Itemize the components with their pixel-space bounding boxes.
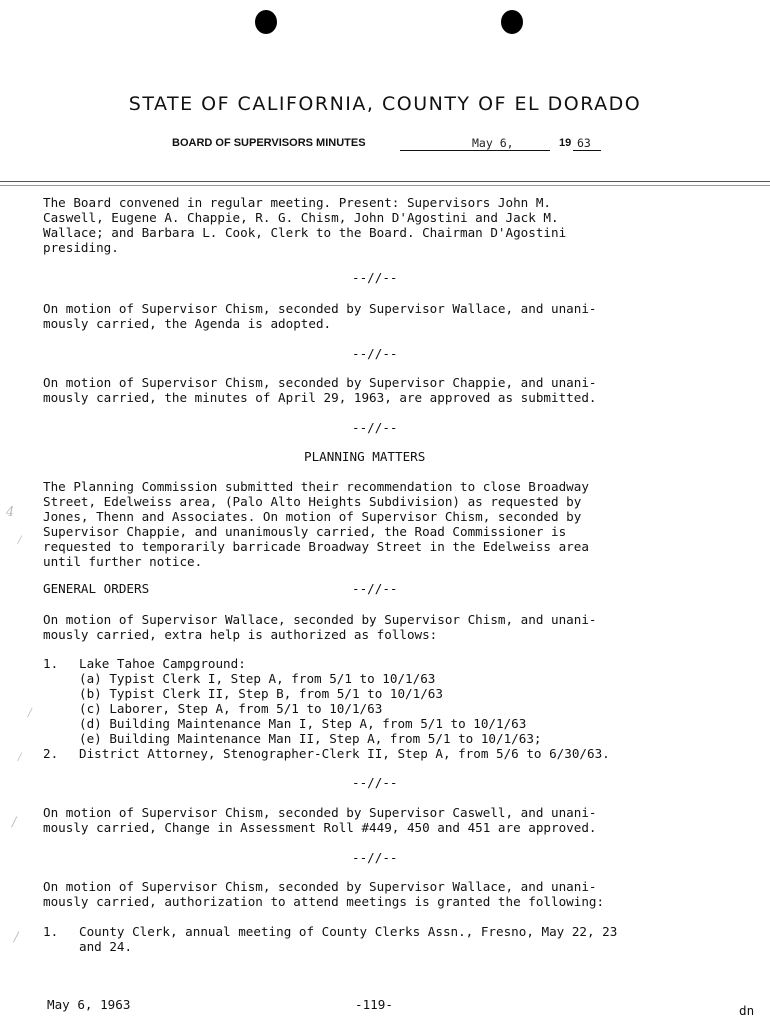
separator: --//-- — [352, 346, 398, 361]
list-item: District Attorney, Stenographer-Clerk II, Step A, from 5/6 to 6/30/63. — [79, 746, 610, 761]
list-item-number: 2. — [43, 746, 59, 761]
page-number: -119- — [355, 997, 393, 1012]
minutes-motion — [43, 375, 597, 405]
planning-line: The Planning Commission submitted their recommendation to close Broadway — [43, 479, 589, 494]
separator: --//-- — [352, 420, 398, 435]
separator: --//-- — [352, 775, 398, 790]
list-item-number: 1. — [43, 656, 59, 671]
minutes-label: BOARD OF SUPERVISORS MINUTES — [172, 137, 366, 149]
page-title: STATE OF CALIFORNIA, COUNTY OF EL DORADO — [128, 93, 642, 115]
margin-annotation: / — [12, 815, 17, 830]
planning-line: until further notice. — [43, 554, 203, 569]
motion-line: On motion of Supervisor Chism, seconded by Supervisor Wallace, and unani- — [43, 301, 597, 316]
separator: --//-- — [352, 270, 398, 285]
header-rule-top — [0, 181, 770, 182]
planning-heading: PLANNING MATTERS — [304, 449, 426, 464]
planning-line: Supervisor Chappie, and unanimously carried, the Road Commissioner is — [43, 524, 567, 539]
date-fill-line — [400, 150, 550, 151]
meetings-motion — [43, 879, 604, 909]
meeting-item-line: County Clerk, annual meeting of County Clerks Assn., Fresno, May 22, 23 — [79, 924, 618, 939]
meeting-date: May 6, — [472, 136, 514, 150]
sub-list-item: (b) Typist Clerk II, Step B, from 5/1 to 10/1/63 — [79, 686, 443, 701]
motion-line: mously carried, the minutes of April 29, 1963, are approved as submitted. — [43, 390, 597, 405]
extra-help-motion — [43, 612, 597, 642]
motion-line: On motion of Supervisor Chism, seconded by Supervisor Chappie, and unani- — [43, 375, 597, 390]
binder-hole-right — [501, 10, 523, 34]
general-orders-heading: GENERAL ORDERS — [43, 581, 150, 596]
separator: --//-- — [352, 581, 398, 596]
intro-line: Wallace; and Barbara L. Cook, Clerk to the Board. Chairman D'Agostini — [43, 225, 567, 240]
agenda-motion — [43, 301, 597, 331]
margin-annotation: / — [14, 930, 19, 945]
sub-list-item: (d) Building Maintenance Man I, Step A, from 5/1 to 10/1/63 — [79, 716, 527, 731]
list-item-number: 1. — [43, 924, 59, 939]
planning-paragraph — [43, 479, 589, 569]
clerk-initials: dn — [739, 1003, 755, 1018]
list-item: Lake Tahoe Campground: — [79, 656, 246, 671]
planning-line: Street, Edelweiss area, (Palo Alto Heights Subdivision) as requested by — [43, 494, 582, 509]
intro-paragraph — [43, 195, 566, 255]
motion-line: mously carried, Change in Assessment Roll #449, 450 and 451 are approved. — [43, 820, 597, 835]
separator: --//-- — [352, 850, 398, 865]
motion-line: On motion of Supervisor Wallace, seconded by Supervisor Chism, and unani- — [43, 612, 597, 627]
margin-annotation: / — [18, 752, 22, 763]
meeting-year: 63 — [577, 136, 591, 150]
meeting-list-item — [79, 924, 617, 954]
intro-line: Caswell, Eugene A. Chappie, R. G. Chism, John D'Agostini and Jack M. — [43, 210, 559, 225]
margin-annotation: / — [28, 706, 32, 719]
motion-line: mously carried, authorization to attend meetings is granted the following: — [43, 894, 605, 909]
margin-annotation: / — [18, 535, 22, 546]
meeting-item-line: and 24. — [79, 939, 133, 954]
footer-date: May 6, 1963 — [47, 997, 131, 1012]
sub-list — [79, 671, 542, 746]
motion-line: On motion of Supervisor Chism, seconded by Supervisor Wallace, and unani- — [43, 879, 597, 894]
sub-list-item: (c) Laborer, Step A, from 5/1 to 10/1/63 — [79, 701, 383, 716]
intro-line: The Board convened in regular meeting. Present: Supervisors John M. — [43, 195, 551, 210]
motion-line: mously carried, extra help is authorized as follows: — [43, 627, 438, 642]
motion-line: mously carried, the Agenda is adopted. — [43, 316, 332, 331]
header-rule-bottom — [0, 185, 770, 186]
sub-list-item: (a) Typist Clerk I, Step A, from 5/1 to 10/1/63 — [79, 671, 436, 686]
planning-line: requested to temporarily barricade Broadway Street in the Edelweiss area — [43, 539, 589, 554]
margin-annotation: 4 — [6, 505, 15, 520]
assessment-motion — [43, 805, 597, 835]
intro-line: presiding. — [43, 240, 119, 255]
motion-line: On motion of Supervisor Chism, seconded by Supervisor Caswell, and unani- — [43, 805, 597, 820]
year-prefix: 19 — [559, 137, 572, 149]
binder-hole-left — [255, 10, 277, 34]
sub-list-item: (e) Building Maintenance Man II, Step A, from 5/1 to 10/1/63; — [79, 731, 542, 746]
planning-line: Jones, Thenn and Associates. On motion of Supervisor Chism, seconded by — [43, 509, 582, 524]
year-fill-line — [573, 150, 601, 151]
